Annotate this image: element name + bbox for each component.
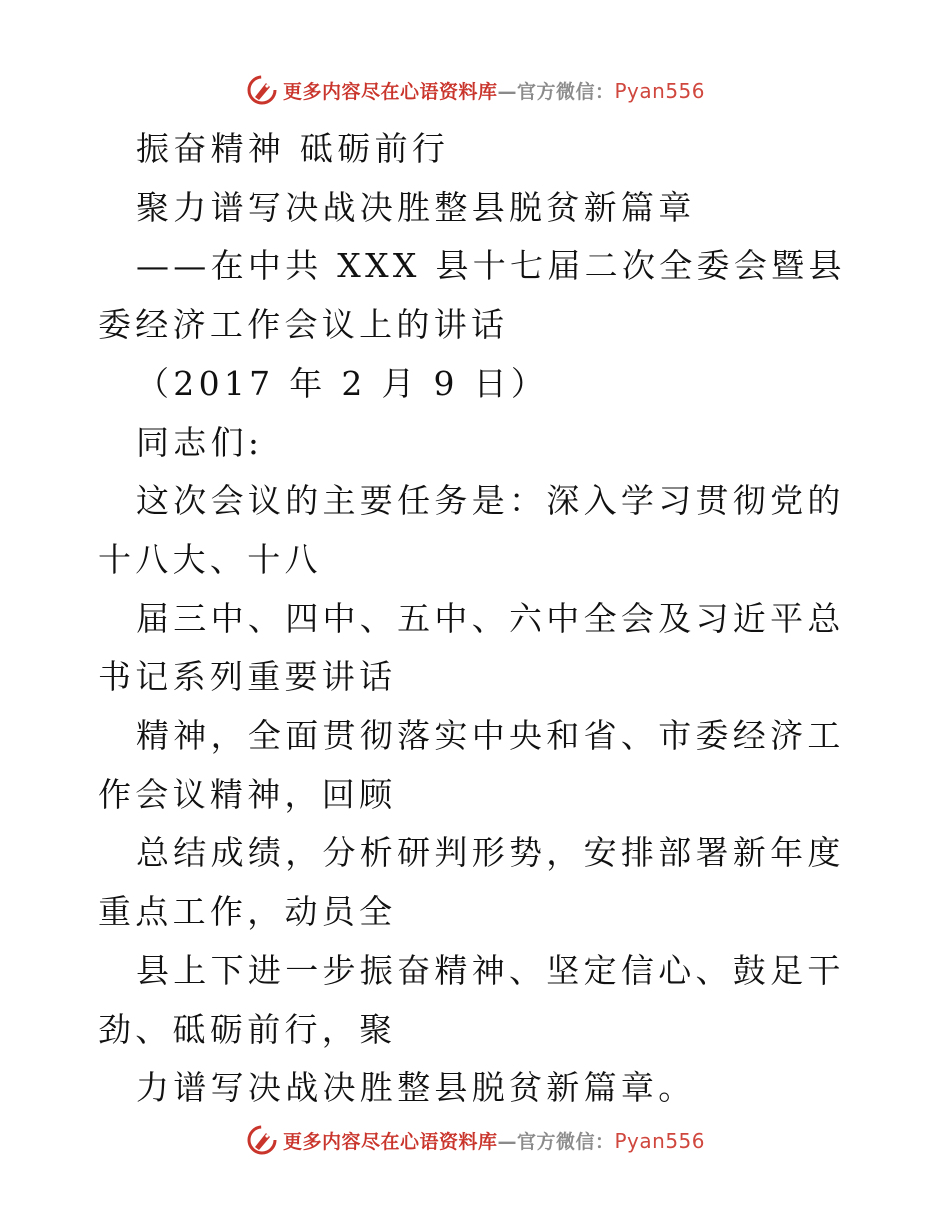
watermark-prefix: 更多内容尽在心语资料库: [282, 1130, 498, 1153]
body-line: 精神，全面贯彻落实中央和省、市委经济工作会议精神，回顾: [98, 716, 845, 814]
watermark-text: [283, 77, 705, 104]
watermark-dash: —: [497, 80, 517, 103]
watermark-account: Pyan556: [614, 1128, 706, 1153]
document-body: [98, 120, 858, 1118]
body-line: 总结成绩，分析研判形势，安排部署新年度重点工作，动员全: [98, 833, 845, 932]
pen-nib-swirl-icon: [245, 73, 279, 107]
watermark-prefix: 更多内容尽在心语资料库: [282, 80, 498, 103]
body-line: 届三中、四中、五中、六中全会及习近平总书记系列重要讲话: [98, 598, 845, 697]
footer-watermark: [0, 1120, 950, 1160]
title-line-2: 聚力谱写决战决胜整县脱贫新篇章: [136, 187, 696, 227]
watermark-text: [283, 1127, 705, 1154]
body-line: 力谱写决战决胜整县脱贫新篇章。: [136, 1068, 696, 1108]
title-line-1: 振奋精神 砥砺前行: [136, 129, 450, 168]
watermark-dash: —: [497, 1130, 517, 1153]
pen-nib-swirl-icon: [245, 1123, 279, 1157]
watermark-account: Pyan556: [614, 78, 706, 103]
body-line: 这次会议的主要任务是：深入学习贯彻党的十八大、十八: [98, 481, 845, 579]
speech-date: （2017 年 2 月 9 日）: [136, 363, 549, 403]
speech-subtitle: ——在中共 XXX 县十七届二次全委会暨县委经济工作会议上的讲话: [98, 246, 846, 345]
watermark-official: 官方微信：: [516, 80, 615, 103]
header-watermark: [0, 70, 950, 110]
salutation: 同志们:: [136, 422, 264, 462]
body-line: 县上下进一步振奋精神、坚定信心、鼓足干劲、砥砺前行，聚: [98, 950, 845, 1049]
watermark-official: 官方微信：: [516, 1130, 615, 1153]
